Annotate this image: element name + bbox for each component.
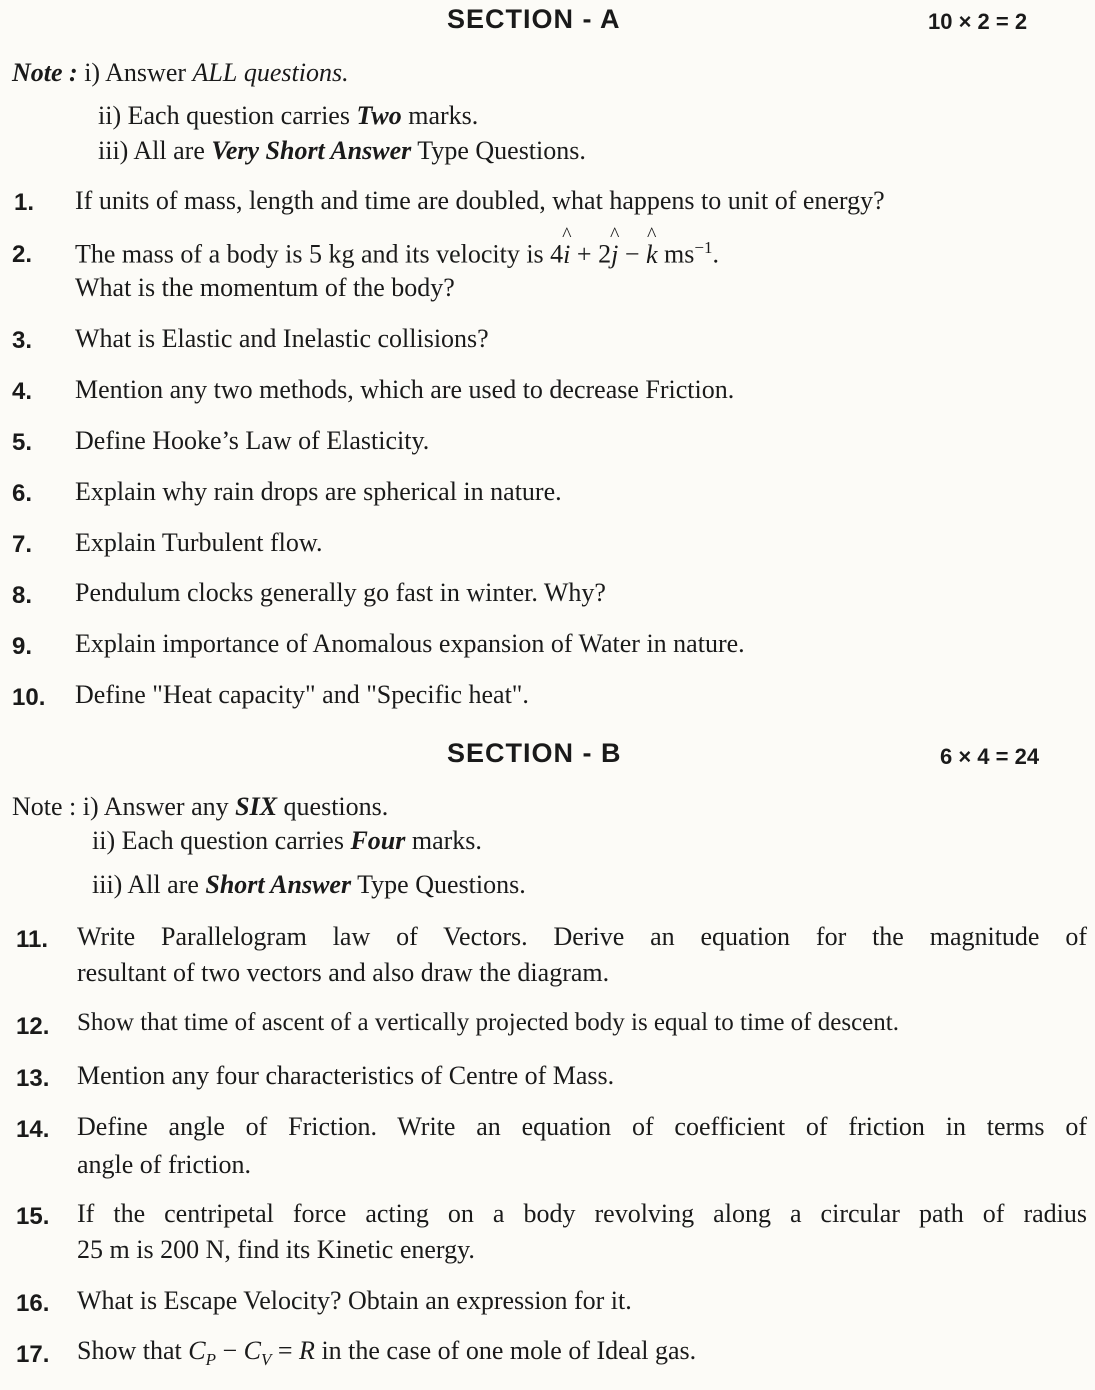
question-text: If the centripetal force acting on a body revolving along a circular path of radius bbox=[77, 1199, 1087, 1228]
section-b-title: SECTION - B bbox=[447, 738, 622, 768]
section-b-note-1: Note : i) Answer any SIX questions. bbox=[12, 792, 389, 821]
section-b-note-3: iii) All are Short Answer Type Questions. bbox=[92, 870, 526, 899]
question-text: Show that time of ascent of a vertically projected body is equal to time of descent. bbox=[77, 1009, 899, 1036]
question-number: 9. bbox=[12, 633, 33, 660]
question-number: 3. bbox=[12, 327, 33, 354]
question-text: What is Escape Velocity? Obtain an expression for it. bbox=[77, 1286, 632, 1315]
unit-vector-i: ^ i bbox=[563, 240, 570, 270]
question-text-continued: resultant of two vectors and also draw the diagram. bbox=[77, 958, 610, 987]
question-text-continued: angle of friction. bbox=[77, 1150, 251, 1179]
question-number: 12. bbox=[16, 1013, 50, 1040]
question-number: 17. bbox=[16, 1341, 50, 1368]
section-a-marks: 10 × 2 = 2 bbox=[928, 9, 1028, 34]
question-number: 2. bbox=[12, 241, 33, 268]
note-label: Note : bbox=[12, 58, 78, 87]
section-a-note-1: Note : i) Answer ALL questions. bbox=[12, 58, 349, 87]
section-b-marks: 6 × 4 = 24 bbox=[940, 744, 1040, 769]
question-text: Explain importance of Anomalous expansion of Water in nature. bbox=[75, 629, 745, 658]
question-number: 10. bbox=[12, 684, 46, 711]
unit-vector-k: ^ k bbox=[646, 240, 658, 270]
question-number: 14. bbox=[16, 1116, 50, 1143]
question-text: If units of mass, length and time are doubled, what happens to unit of energy? bbox=[75, 186, 885, 215]
question-text: Define "Heat capacity" and "Specific heat". bbox=[75, 680, 529, 709]
question-text: Show that $C_P - C_V = R$ in the case of one mole of Ideal gas. bbox=[77, 1336, 697, 1370]
section-a-title: SECTION - A bbox=[447, 4, 621, 34]
section-b-note-2: ii) Each question carries Four marks. bbox=[92, 826, 482, 855]
question-text: Mention any two methods, which are used to decrease Friction. bbox=[75, 375, 735, 404]
question-text: Define Hooke’s Law of Elasticity. bbox=[75, 426, 430, 455]
question-text-continued: What is the momentum of the body? bbox=[75, 273, 455, 302]
question-text: The mass of a body is 5 kg and its velocity is 4^ i + 2^ j − ^ k $ms^{-1}$. bbox=[75, 238, 719, 270]
question-number: 8. bbox=[12, 582, 33, 609]
question-text: What is Elastic and Inelastic collisions? bbox=[75, 324, 489, 353]
question-text: Mention any four characteristics of Centre of Mass. bbox=[77, 1061, 615, 1090]
note-label: Note : bbox=[12, 792, 77, 821]
question-number: 6. bbox=[12, 480, 33, 507]
question-text: Explain why rain drops are spherical in nature. bbox=[75, 477, 562, 506]
question-number: 5. bbox=[12, 429, 33, 456]
question-number: 11. bbox=[16, 926, 49, 953]
question-number: 15. bbox=[16, 1203, 50, 1230]
question-text-continued: 25 m is 200 N, find its Kinetic energy. bbox=[77, 1235, 475, 1264]
question-text: Explain Turbulent flow. bbox=[75, 528, 323, 557]
question-number: 4. bbox=[12, 378, 33, 405]
question-text: Pendulum clocks generally go fast in winter. Why? bbox=[75, 578, 606, 607]
question-number: 1. bbox=[14, 189, 35, 216]
question-number: 7. bbox=[12, 531, 33, 558]
unit-vector-j: ^ j bbox=[611, 240, 618, 270]
question-text: Write Parallelogram law of Vectors. Derive an equation for the magnitude of bbox=[77, 922, 1087, 951]
question-number: 13. bbox=[16, 1065, 50, 1092]
question-number: 16. bbox=[16, 1290, 50, 1317]
section-a-note-2: ii) Each question carries Two marks. bbox=[98, 101, 479, 130]
section-a-note-3: iii) All are Very Short Answer Type Questions. bbox=[98, 136, 586, 165]
question-text: Define angle of Friction. Write an equation of coefficient of friction in terms of bbox=[77, 1112, 1087, 1141]
